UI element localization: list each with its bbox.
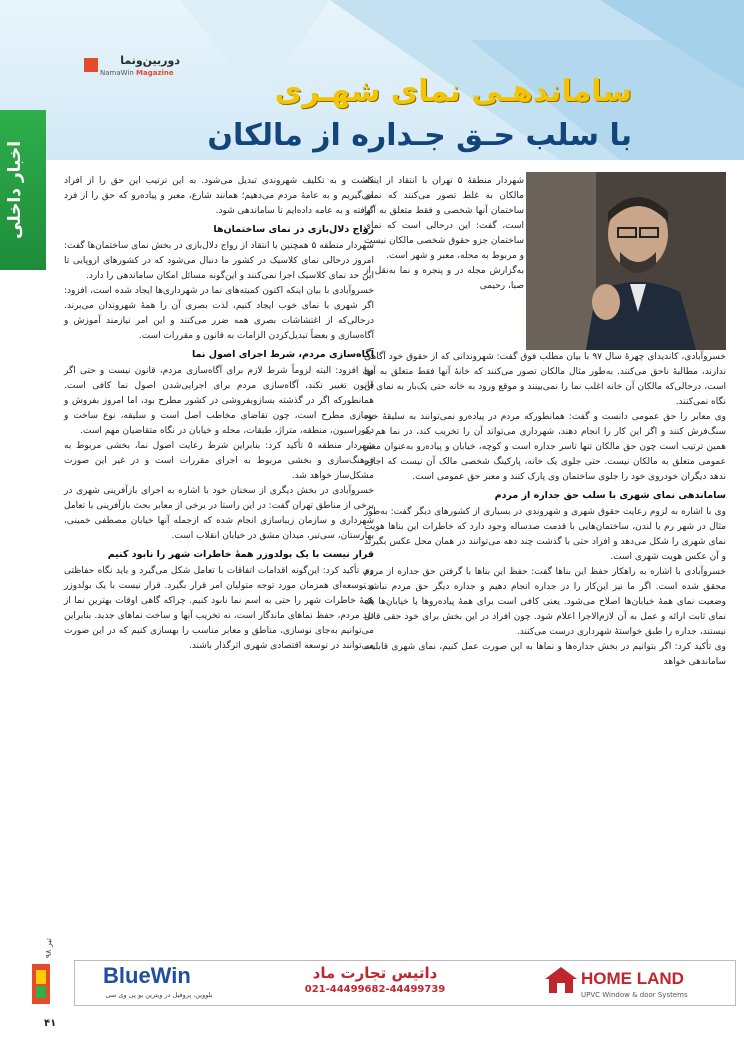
paragraph: وی تأکید کرد: این‌گونه اقدامات اتفاقات با تعامل شکل می‌گیرد و باید نگاه حفاظتی و توسعه‌ای همزمان مورد توجه متولیان امر قرار بگیرد. قرار نیست با یک بولدوزر همهٔ خاطرات شهر را حتی به اسم نما نابود کنیم. چراکه گاهی اوقات بهترین نما از دید مردم، حفظ نماهای ماندگار است، نه تخریب آنها و ساخت نماهای جدید. بنابراین می‌توانیم به‌جای نوسازی، مناطق و معابر مناسب را بهسازی کنیم که در این صورت می‌توانند در توسعه اقتصادی شهری اثرگذار باشند. (64, 566, 374, 651)
ad-bluewin[interactable] (75, 961, 235, 1005)
paragraph: خسروآبادی با اشاره به راهکار حفظ این بناها گفت: حفظ این بناها با گرفتن حق جداره از مردم محقق شده است. اگر ما نیز این‌کار را در جداره انجام دهیم و جداره دیگر حق مردم نباشد، وضعیت نمای همهٔ خیابان‌ها اصلاح می‌شود. یعنی کافی است برای همهٔ پیاده‌روها یا خیابان‌ها یک نمای ثابت ارائه و عمل به آن لازم‌الاجرا اعلام شود. چون افراد در این بخش برای خود حقی قائل نیستند، جداره را طبق خواستهٔ شهرداری درست می‌کنند. (364, 567, 726, 637)
section-heading: ساماندهی نمای شهری با سلب حق جداره از مردم (494, 490, 726, 501)
paragraph: وی تأکید کرد: اگر بتوانیم در بخش جداره‌ها و نماها به این صورت عمل کنیم، نمای شهری قابلیت ساماندهی خواهد (364, 642, 726, 667)
paragraph: شهردار منطقه ۵ تأکید کرد: بنابراین شرط رعایت اصول نما، بخشی مربوط به فرهنگ‌سازی و بخشی مربوط به اجرای مقررات است و در غیر این صورت مشکل‌ساز خواهد شد. (64, 441, 375, 481)
portrait-illustration (526, 172, 726, 350)
advertisement-bar (74, 960, 736, 1006)
homeland-logo: HOME LAND (581, 969, 684, 988)
issue-label: تیر ۹۸ (44, 938, 53, 959)
paragraph: خسروآبادی، کاندیدای چهرهٔ سال ۹۷ با بیان مطلب فوق گفت: شهروندانی که از حقوق خود آگاهی ندارند، مطالبهٔ ناحق می‌کنند. به‌طور مثال مالکان تصور می‌کنند که خانهٔ آنها فقط متعلق به آنها است، درحالی‌که مالکان آن خانه اغلب نما را نمی‌بینند و موقع ورود به خانه حتی یک‌بار به نمای آن نگاه نمی‌کنند. (364, 352, 726, 407)
homeland-slogan: UPVC Window & door Systems (581, 991, 688, 999)
paragraph: وی معابر را حق عمومی دانست و گفت: همانطورکه مردم در پیاده‌رو نمی‌توانند به سلیقهٔ خود سنگ‌فرش کنند و اگر این کار را انجام دهند، شهرداری می‌تواند آن را تخریب کند، در نما هم به همین ترتیب است چون حق مالکان تنها تاسر جداره است و کوچه، خیابان و پیاده‌رو به‌عنوان معبر عمومی متعلق به مالکان نیست. حتی جلوی یک خانه، پارکینگ شخصی مالک آن نیست که اجازه ندهد دیگران خودروی خود را جلوی ساختمان وی پارک کنند و معبر حق عمومی است. (364, 412, 726, 482)
ad-homeland[interactable] (535, 961, 735, 1005)
section-heading: قرار نیست با یک بولدوزر همهٔ خاطرات شهر را نابود کنیم (107, 549, 374, 560)
article-photo (526, 172, 726, 350)
page-marker-icon (30, 964, 52, 1004)
paragraph: وی افزود: البته لزوماً شرط لازم برای آگاه‌سازی مردم، قانون نیست و حتی اگر قانون تغییر نکند، آگاه‌سازی مردم برای اجرایی‌شدن اصول نما کافی است. همانطورکه اگر در گذشته بساز‌وبفروشی در کشور مطرح بود، اما امروز بفروش و بسازی مطرح است، چون تقاضای مخاطب اصل است و سلیقه، نوع ساخت و دکوراسیون، منطقه، متراژ، طبقات، محله و خیابان در نگاه متقاضیان مهم است. (64, 366, 374, 436)
bluewin-slogan: بلووین، پروفیل در ویترین یو پی وی سی (105, 991, 213, 999)
ad-datis[interactable] (275, 961, 475, 1005)
article-title-line1: ساماندهـی نمای شهـری (274, 74, 632, 109)
paragraph: داشت و به تکلیف شهروندی تبدیل می‌شود. به این ترتیب این حق را از افراد می‌گیریم و به عامهٔ مردم می‌دهیم؛ همانند شارع، معبر و پیاده‌رو که حق را از فرد گرفته و به عامه داده‌ایم تا ساماندهی شود. (64, 176, 374, 216)
section-heading: رواج دلال‌بازی در نمای ساختمان‌ها (213, 224, 374, 235)
article-column-left (64, 174, 374, 654)
paragraph: شهردار منطقه ۵ همچنین با انتقاد از رواج دلال‌بازی در بخش نمای ساختمان‌ها گفت: امروز درحالی نمای کلاسیک در کشور ما دنبال می‌شود که در کشورهای اروپایی تا این حد نمای کلاسیک اجرا نمی‌کنند و این‌گونه مسائل امکان ساماندهی را دارد. (64, 241, 374, 281)
datis-phone: 021-44499682-44499739 (304, 984, 446, 995)
logo-subtitle: NamaWin Magazine (100, 69, 174, 77)
article-column-right-top (364, 174, 524, 294)
section-label: اخبار داخلی (5, 140, 25, 240)
section-heading: آگاه‌سازی مردم، شرط اجرای اصول نما (191, 349, 374, 360)
logo-text: دوربین‌ونما (120, 54, 180, 67)
paragraph: شهردار منطقهٔ ۵ تهران با انتقاد از اینکه مالکان به غلط تصور می‌کنند که نمای ساختمان آنها شخصی و فقط متعلق به آنها است، گفت: این درحالی است که نمای ساختمان جزو حقوق شخصی مالکان نیست و مربوط به محله، معبر و شهر است. (364, 176, 524, 261)
bluewin-logo: BlueWin (103, 963, 191, 988)
magazine-logo (84, 54, 180, 86)
datis-title: داتیس تجارت ماد (312, 964, 438, 982)
paragraph: به‌گزارش مجله در و پنجره و نما به‌نقل از صبا، رحیمی (364, 266, 524, 291)
issue-marker (30, 938, 60, 1008)
paragraph: وی با اشاره به لزوم رعایت حقوق شهری و شهروندی در بسیاری از کشورهای دیگر گفت: به‌طور مثال در شهر رم یا لندن، ساختمان‌هایی با قدمت صدساله وجود دارد که خاطرات این بناها هویت نمای شهری را شکل می‌دهد و افراد حتی با گذشت چند دهه می‌توانند در همان محل عکس بگیرند و آن عکس هویت شهری است. (364, 507, 726, 562)
page-number: ۴۱ (44, 1018, 57, 1029)
article-title-line2: با سلب حـق جـداره از مالکان (207, 118, 632, 153)
house-icon (543, 965, 579, 995)
paragraph: خسروآبادی با بیان اینکه اکنون کمیته‌های نما در شهرداری‌ها ایجاد شده است، افزود: اگر شهری با نمای خوب ایجاد کنیم، لذت بصری آن را همهٔ شهروندان می‌برند. درحالی‌که از اغتشاشات بصری همه ضرر می‌کنند و این امر نیازمند آموزش و آگاه‌سازی و بعضاً تبدیل‌کردن الزامات به قانون و مقررات است. (64, 286, 374, 341)
paragraph: خسروآبادی در بخش دیگری از سخنان خود با اشاره به اجرای بازآفرینی شهری در برخی از مناطق تهران گفت: در این راستا در برخی از معابر بحث بازآفرینی با تعامل شهرداری و سازمان زیباسازی انجام شده که ازجمله آنها خیابان مصطفی خمینی، بهارستان، سی‌تیر، میدان مشق در خیابان انقلاب است. (64, 486, 374, 541)
logo-mark-icon (84, 58, 98, 72)
article-column-right-bottom (364, 350, 726, 670)
